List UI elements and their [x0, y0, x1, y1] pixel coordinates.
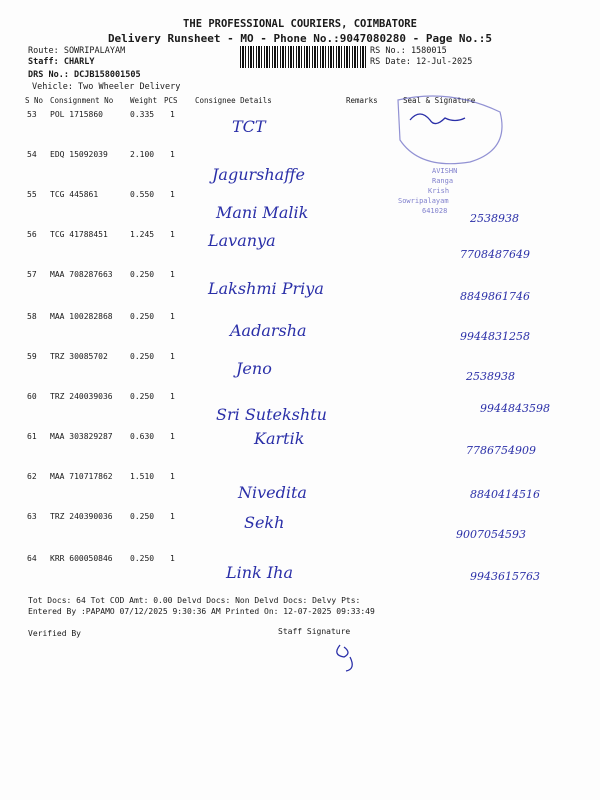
- sno-cell: 62: [27, 472, 37, 481]
- consignment-cell: TCG 445861: [50, 190, 99, 199]
- col-weight: Weight: [130, 96, 158, 105]
- pcs-cell: 1: [170, 190, 175, 199]
- weight-cell: 0.250: [130, 270, 155, 279]
- consignment-cell: TCG 41788451: [50, 230, 108, 239]
- weight-cell: 1.245: [130, 230, 155, 239]
- rs-number: RS No.: 1580015: [370, 46, 447, 56]
- handwritten-phone-number: 2538938: [466, 370, 515, 383]
- col-consignee: Consignee Details: [195, 96, 272, 105]
- stamp-line-4: Sowripalayam: [398, 197, 449, 205]
- table-row: [0, 190, 600, 230]
- pcs-cell: 1: [170, 150, 175, 159]
- sno-cell: 53: [27, 110, 37, 119]
- weight-cell: 0.250: [130, 392, 155, 401]
- consignment-cell: MAA 100282868: [50, 312, 113, 321]
- sno-cell: 55: [27, 190, 37, 199]
- table-row: [0, 472, 600, 512]
- weight-cell: 0.250: [130, 312, 155, 321]
- table-row: [0, 392, 600, 432]
- sno-cell: 60: [27, 392, 37, 401]
- handwritten-phone-number: 9944843598: [480, 402, 550, 415]
- drs-number: DRS No.: DCJB158001505: [28, 70, 141, 80]
- weight-cell: 0.335: [130, 110, 155, 119]
- handwritten-name: Link Iha: [226, 563, 293, 582]
- totals-line: Tot Docs: 64 Tot COD Amt: 0.00 Delvd Docs: Non Delvd Docs: Delvy Pts:: [28, 596, 361, 605]
- rs-date: RS Date: 12-Jul-2025: [370, 57, 473, 67]
- consignment-cell: POL 1715860: [50, 110, 103, 119]
- sno-cell: 64: [27, 554, 37, 563]
- stamp-line-3: Krish: [428, 187, 450, 195]
- consignment-cell: MAA 708287663: [50, 270, 113, 279]
- handwritten-name: Nivedita: [238, 483, 307, 502]
- col-remarks: Remarks: [346, 96, 378, 105]
- verified-by-label: Verified By: [28, 629, 81, 638]
- sno-cell: 54: [27, 150, 37, 159]
- sheet-title: Delivery Runsheet - MO - Phone No.:9047080280 - Page No.:5: [107, 32, 493, 45]
- consignment-cell: KRR 600050846: [50, 554, 113, 563]
- handwritten-name: Sekh: [244, 513, 285, 532]
- sno-cell: 56: [27, 230, 37, 239]
- pcs-cell: 1: [170, 432, 175, 441]
- stamp-line-1: AVISHN: [432, 167, 458, 175]
- consignment-cell: MAA 303829287: [50, 432, 113, 441]
- stamp-line-5: 641028: [422, 207, 448, 215]
- table-row: [0, 554, 600, 594]
- weight-cell: 1.510: [130, 472, 155, 481]
- sno-cell: 57: [27, 270, 37, 279]
- handwritten-name: Sri Sutekshtu: [216, 405, 327, 424]
- weight-cell: 0.250: [130, 512, 155, 521]
- route-label: Route: SOWRIPALAYAM: [28, 46, 126, 56]
- handwritten-phone-number: 2538938: [470, 212, 519, 225]
- handwritten-phone-number: 8840414516: [470, 488, 540, 501]
- weight-cell: 0.550: [130, 190, 155, 199]
- sno-cell: 61: [27, 432, 37, 441]
- pcs-cell: 1: [170, 110, 175, 119]
- pcs-cell: 1: [170, 472, 175, 481]
- consignment-cell: MAA 710717862: [50, 472, 113, 481]
- table-row: [0, 512, 600, 552]
- col-sno: S No: [25, 96, 44, 105]
- weight-cell: 2.100: [130, 150, 155, 159]
- handwritten-name: TCT: [232, 117, 266, 136]
- pcs-cell: 1: [170, 352, 175, 361]
- weight-cell: 0.630: [130, 432, 155, 441]
- col-consignment: Consignment No: [50, 96, 114, 105]
- pcs-cell: 1: [170, 392, 175, 401]
- consignment-cell: TRZ 240039036: [50, 392, 113, 401]
- handwritten-name: Lavanya: [208, 231, 276, 250]
- staff-signature-label: Staff Signature: [278, 627, 351, 636]
- pcs-cell: 1: [170, 230, 175, 239]
- barcode: [240, 46, 366, 68]
- handwritten-name: Lakshmi Priya: [208, 279, 324, 298]
- handwritten-phone-number: 8849861746: [460, 290, 530, 303]
- staff-signature-scribble: [337, 645, 352, 671]
- company-title: THE PROFESSIONAL COURIERS, COIMBATORE: [183, 18, 417, 30]
- table-row: [0, 230, 600, 270]
- table-row: [0, 312, 600, 352]
- vehicle-label: Vehicle: Two Wheeler Delivery: [32, 82, 181, 92]
- weight-cell: 0.250: [130, 352, 155, 361]
- staff-label: Staff: CHARLY: [28, 57, 95, 67]
- handwritten-name: Mani Malik: [216, 203, 309, 222]
- handwritten-name: Kartik: [254, 429, 305, 448]
- sno-cell: 58: [27, 312, 37, 321]
- table-row: [0, 150, 600, 190]
- entered-by-line: Entered By :PAPAMO 07/12/2025 9:30:36 AM Printed On: 12-07-2025 09:33:49: [28, 607, 375, 616]
- pcs-cell: 1: [170, 554, 175, 563]
- handwritten-name: Aadarsha: [230, 321, 307, 340]
- pcs-cell: 1: [170, 270, 175, 279]
- consignment-cell: TRZ 240390036: [50, 512, 113, 521]
- handwritten-phone-number: 9007054593: [456, 528, 526, 541]
- col-seal-signature: Seal & Signature: [403, 96, 476, 105]
- table-row: [0, 432, 600, 472]
- table-row: [0, 270, 600, 310]
- sno-cell: 63: [27, 512, 37, 521]
- weight-cell: 0.250: [130, 554, 155, 563]
- table-row: [0, 352, 600, 392]
- sno-cell: 59: [27, 352, 37, 361]
- col-pcs: PCS: [164, 96, 178, 105]
- pcs-cell: 1: [170, 312, 175, 321]
- handwritten-phone-number: 7708487649: [460, 248, 530, 261]
- handwritten-phone-number: 9943615763: [470, 570, 540, 583]
- consignment-cell: TRZ 30085702: [50, 352, 108, 361]
- table-row: [0, 110, 600, 150]
- handwritten-phone-number: 7786754909: [466, 444, 536, 457]
- handwritten-phone-number: 9944831258: [460, 330, 530, 343]
- handwritten-name: Jeno: [236, 359, 272, 378]
- handwritten-name: Jagurshaffe: [212, 165, 306, 184]
- pcs-cell: 1: [170, 512, 175, 521]
- stamp-line-2: Ranga: [432, 177, 454, 185]
- consignment-cell: EDQ 15092039: [50, 150, 108, 159]
